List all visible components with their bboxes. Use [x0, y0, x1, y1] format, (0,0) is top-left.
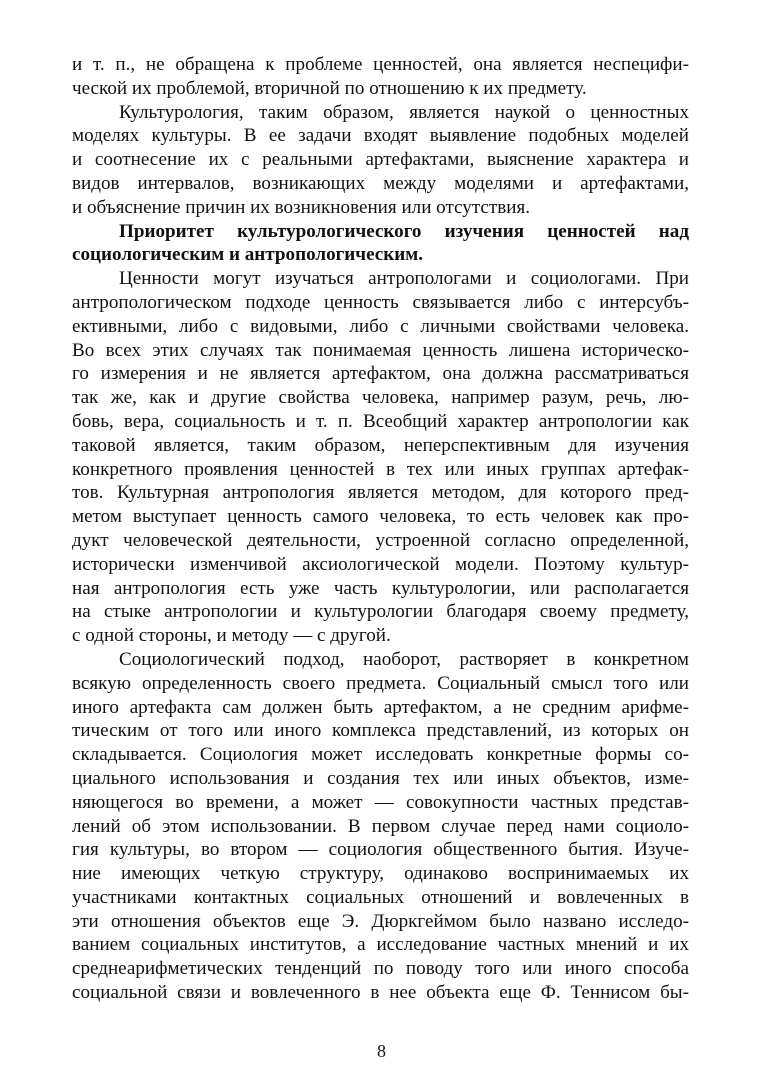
text-line: няющегося во времени, а может — совокупности частных представ- — [72, 791, 689, 813]
text-line: и объяснение причин их возникновения или отсутствия. — [72, 196, 531, 218]
text-line: ванием социальных институтов, а исследование частных мнений и их — [72, 934, 689, 956]
text-line: Социологический подход, наоборот, растворяет в конкретном — [119, 648, 689, 670]
page-number: 8 — [377, 1041, 386, 1061]
text-line: ческой их проблемой, вторичной по отношению к их предмету. — [72, 77, 587, 99]
text-line: бовь, вера, социальность и т. п. Всеобщий характер антропологии как — [72, 410, 689, 432]
text-line: Культурология, таким образом, является наукой о ценностных — [119, 101, 689, 123]
text-line: участниками контактных социальных отношений и вовлеченных в — [72, 886, 689, 908]
text-line: антропологическом подходе ценность связывается либо с интерсубъ- — [72, 291, 689, 313]
paragraph — [72, 101, 689, 220]
text-line: эти отношения объектов еще Э. Дюркгеймом было названо исследо- — [72, 910, 689, 932]
text-line: ная антропология есть уже часть культурологии, или располагается — [72, 577, 689, 599]
text-line: видов интервалов, возникающих между моделями и артефактами, — [72, 172, 689, 194]
text-line: социологическим и антропологическим. — [72, 244, 424, 266]
text-line: конкретного проявления ценностей в тех или иных группах артефак- — [72, 458, 689, 480]
text-line: на стыке антропологии и культурологии благодаря своему предмету, — [72, 601, 689, 623]
text-line: гия культуры, во втором — социология общественного бытия. Изуче- — [72, 839, 689, 861]
text-line: ние имеющих четкую структуру, одинаково воспринимаемых их — [72, 863, 689, 885]
body-text — [72, 53, 689, 1005]
text-line: социальной связи и вовлеченного в нее объекта еще Ф. Теннисом бы- — [72, 982, 689, 1004]
text-line: го измерения и не является артефактом, она должна рассматриваться — [72, 363, 689, 385]
paragraph — [72, 267, 689, 648]
text-line: среднеарифметических тенденций по поводу того или иного способа — [72, 958, 689, 980]
text-line: всякую определенность своего предмета. Социальный смысл того или — [72, 672, 689, 694]
section-heading — [72, 220, 689, 268]
text-line: циального использования и создания тех или иных объектов, изме- — [72, 767, 689, 789]
text-line: Приоритет культурологического изучения ценностей над — [119, 220, 689, 242]
text-line: таковой является, таким образом, неперспективным для изучения — [72, 434, 689, 456]
paragraph — [72, 648, 689, 1005]
text-line: исторически изменчивой аксиологической модели. Поэтому культур- — [72, 553, 689, 575]
text-line: с одной стороны, и методу — с другой. — [72, 625, 391, 647]
text-line: лений об этом использовании. В первом случае перед нами социоло- — [72, 815, 689, 837]
text-line: и т. п., не обращена к проблеме ценностей, она является неспецифи- — [72, 54, 689, 75]
text-line: метом выступает ценность самого человека, то есть человек как про- — [72, 506, 689, 528]
text-line: тов. Культурная антропология является методом, для которого пред- — [72, 482, 689, 504]
text-line: Ценности могут изучаться антропологами и социологами. При — [119, 268, 689, 290]
text-line: иного артефакта сам должен быть артефактом, а не средним арифме- — [72, 696, 689, 718]
text-line: моделях культуры. В ее задачи входят выявление подобных моделей — [72, 125, 689, 147]
text-line: складывается. Социология может исследовать конкретные формы со- — [72, 744, 689, 766]
text-line: ективными, либо с видовыми, либо с личными свойствами человека. — [72, 315, 689, 337]
text-line: так же, как и другие свойства человека, например разум, речь, лю- — [72, 387, 689, 409]
text-line: и соотнесение их с реальными артефактами, выяснение характера и — [72, 149, 689, 171]
text-line: Во всех этих случаях так понимаемая ценность лишена историческо- — [72, 339, 689, 361]
text-line: дукт человеческой деятельности, устроенной согласно определенной, — [72, 529, 689, 551]
paragraph — [72, 53, 689, 101]
text-line: тическим от того или иного комплекса представлений, из которых он — [72, 720, 689, 742]
